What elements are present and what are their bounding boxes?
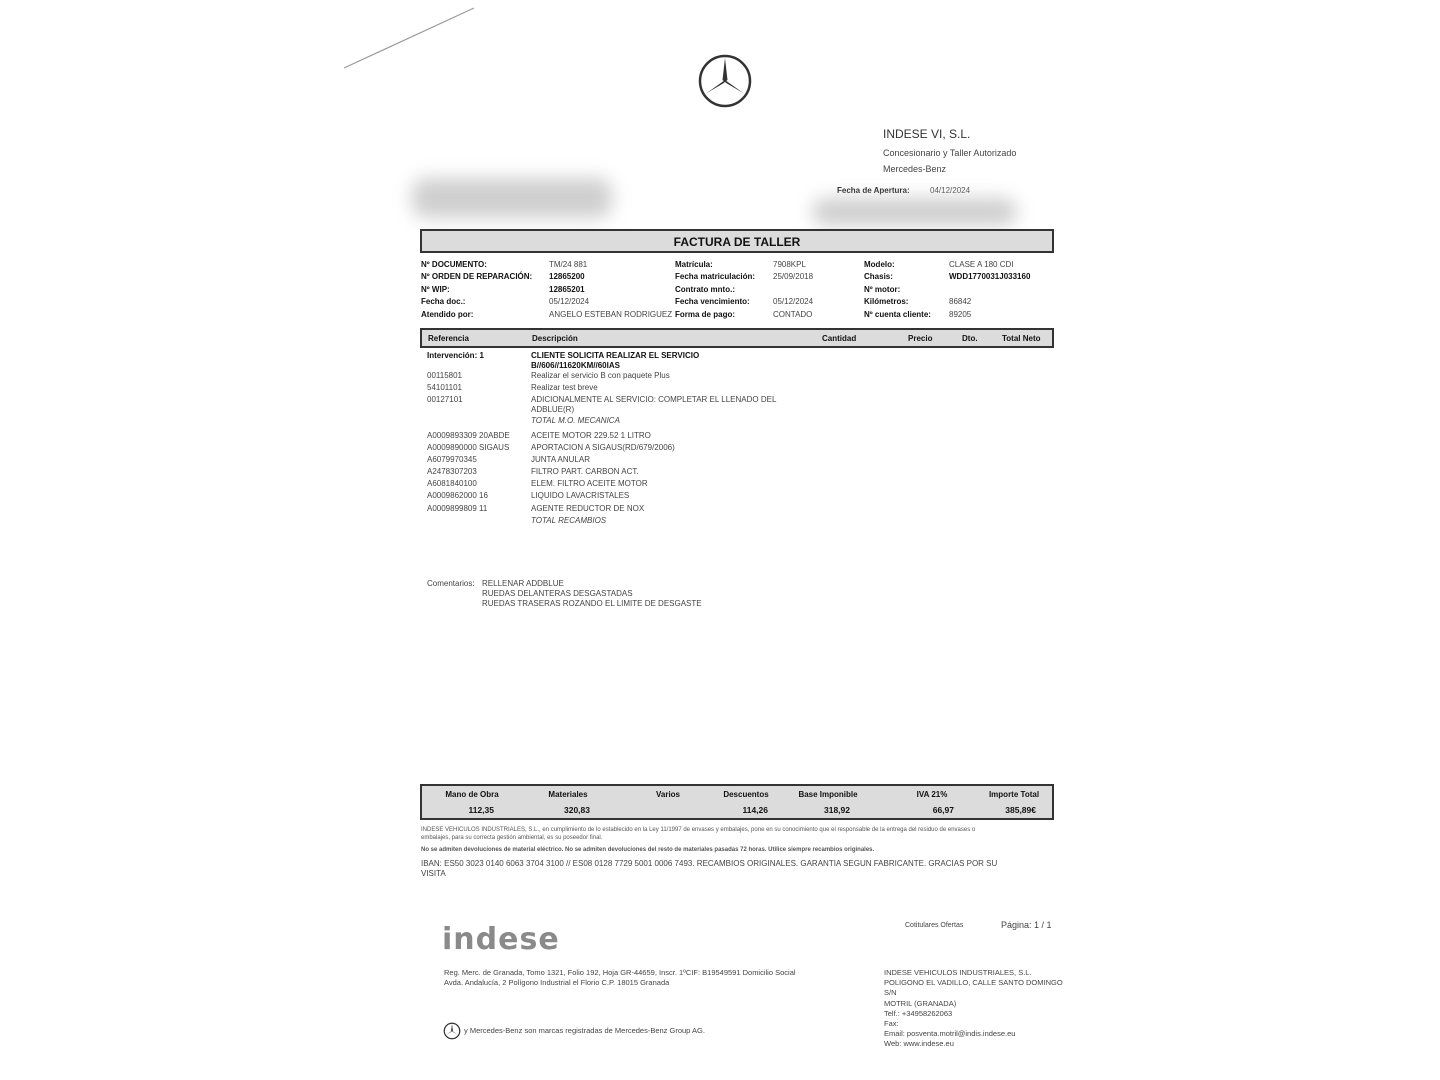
comment-line-1: RELLENAR ADDBLUE bbox=[482, 579, 564, 588]
redacted-customer-name bbox=[412, 178, 612, 218]
address-line: Fax: bbox=[884, 1019, 899, 1028]
intervention-desc-1: CLIENTE SOLICITA REALIZAR EL SERVICIO bbox=[531, 351, 700, 360]
meta1-label: Atendido por: bbox=[421, 309, 474, 319]
address-line: INDESE VEHICULOS INDUSTRIALES, S.L. bbox=[884, 968, 1032, 977]
meta2-label: Matrícula: bbox=[675, 260, 713, 269]
address-line: S/N bbox=[884, 988, 897, 998]
totals-header: Mano de Obra bbox=[445, 790, 499, 799]
iban-line-2: VISITA bbox=[421, 869, 446, 878]
mercedes-star-logo bbox=[696, 52, 754, 110]
totals-header: Descuentos bbox=[723, 790, 769, 799]
legal-paragraph-1: INDESE VEHICULOS INDUSTRIALES, S.L., en cumplimiento de lo establecido en la Ley 11/1997 de envases y embalajes, pone en su conocimiento que el responsable de la entrega del residuo de envases o bbox=[421, 827, 976, 833]
meta3-label: Chasis: bbox=[864, 272, 893, 282]
item-description: TOTAL M.O. MECANICA bbox=[531, 416, 620, 425]
iban-line: IBAN: ES50 3023 0140 6063 3704 3100 // ES08 0128 7729 5001 0006 7493. RECAMBIOS ORIGINALES. GARANTIA SEGUN FABRICANTE. GRACIAS POR SU bbox=[421, 859, 998, 868]
meta3-value: 89205 bbox=[949, 309, 972, 319]
mercedes-star-small-icon bbox=[443, 1022, 461, 1040]
totals-header: IVA 21% bbox=[916, 790, 948, 799]
meta2-value: 05/12/2024 bbox=[773, 297, 814, 307]
totals-bar bbox=[420, 784, 1054, 820]
item-description: ADBLUE(R) bbox=[531, 405, 575, 414]
comment-line-2: RUEDAS DELANTERAS DESGASTADAS bbox=[482, 589, 633, 598]
meta2-label: Forma de pago: bbox=[675, 309, 736, 319]
col-header-description: Descripción bbox=[532, 334, 578, 343]
registry-line-1: Reg. Merc. de Granada, Tomo 1321, Folio 192, Hoja GR-44659, Inscr. 1ºCIF: B19549591 Domicilio Social bbox=[444, 968, 796, 977]
page-number: Página: 1 / 1 bbox=[1001, 920, 1052, 930]
intervention-desc-2: B//606//11620KM//60IAS bbox=[531, 361, 620, 370]
items-table-header bbox=[420, 328, 1054, 348]
item-description: ELEM. FILTRO ACEITE MOTOR bbox=[531, 479, 648, 488]
address-line: Email: posventa.motril@indis.indese.eu bbox=[884, 1029, 1016, 1039]
address-line: Telf.: +34958262063 bbox=[884, 1008, 953, 1018]
totals-value: 114,26 bbox=[742, 805, 768, 815]
meta3-label: Modelo: bbox=[864, 260, 895, 269]
meta1-label: Fecha doc.: bbox=[421, 297, 466, 307]
meta3-value: CLASE A 180 CDI bbox=[949, 260, 1014, 269]
totals-header: Materiales bbox=[548, 790, 588, 799]
meta1-value: TM/24 881 bbox=[549, 260, 588, 269]
meta1-label: Nº ORDEN DE REPARACIÓN: bbox=[421, 272, 533, 282]
invoice-title-bar bbox=[420, 229, 1054, 253]
address-line: Web: www.indese.eu bbox=[884, 1039, 954, 1049]
trademark-note: y Mercedes-Benz son marcas registradas de Mercedes-Benz Group AG. bbox=[464, 1026, 705, 1035]
totals-header: Importe Total bbox=[988, 790, 1040, 799]
meta1-value: 12865201 bbox=[549, 284, 585, 294]
comment-line-3: RUEDAS TRASERAS ROZANDO EL LIMITE DE DESGASTE bbox=[482, 599, 702, 608]
item-description: Realizar el servicio B con paquete Plus bbox=[531, 371, 670, 380]
item-reference: A0009890000 SIGAUS bbox=[427, 443, 510, 452]
legal-paragraph-2: No se admiten devoluciones de material eléctrico. No se admiten devoluciones del resto de materiales pasadas 72 horas. Utilice siempre recambios originales. bbox=[421, 847, 875, 853]
intervention-label: Intervención: 1 bbox=[427, 351, 484, 360]
totals-value: 320,83 bbox=[564, 805, 590, 815]
col-header-reference: Referencia bbox=[428, 334, 469, 343]
meta2-label: Fecha vencimiento: bbox=[675, 297, 750, 307]
meta3-label: Kilómetros: bbox=[864, 297, 909, 307]
col-header-quantity: Cantidad bbox=[822, 334, 857, 343]
scan-artifact-line bbox=[340, 4, 480, 74]
item-description: TOTAL RECAMBIOS bbox=[531, 516, 607, 525]
opening-date-label: Fecha de Apertura: bbox=[837, 186, 910, 195]
address-line: POLIGONO EL VADILLO, CALLE SANTO DOMINGO bbox=[884, 978, 1063, 988]
item-description: Realizar test breve bbox=[531, 383, 598, 392]
item-reference: 00115801 bbox=[427, 371, 462, 380]
meta1-label: Nº DOCUMENTO: bbox=[421, 260, 487, 269]
item-reference: A2478307203 bbox=[427, 467, 477, 476]
item-reference: 00127101 bbox=[427, 395, 463, 404]
item-reference: A0009862000 16 bbox=[427, 491, 488, 500]
item-description: JUNTA ANULAR bbox=[531, 455, 590, 464]
item-reference: A0009893309 20ABDE bbox=[427, 431, 510, 440]
meta1-value: 12865200 bbox=[549, 272, 585, 282]
item-description: AGENTE REDUCTOR DE NOX bbox=[531, 504, 645, 513]
copy-label: Cotitulares Ofertas bbox=[905, 922, 964, 929]
item-description: APORTACION A SIGAUS(RD/679/2006) bbox=[531, 443, 675, 452]
totals-value: 318,92 bbox=[824, 805, 850, 815]
meta2-value: 25/09/2018 bbox=[773, 272, 814, 282]
meta1-value: ANGELO ESTEBAN RODRIGUEZ bbox=[549, 309, 673, 319]
item-description: ACEITE MOTOR 229.52 1 LITRO bbox=[531, 431, 651, 440]
item-reference: A0009899809 11 bbox=[427, 504, 488, 513]
company-name: INDESE VI, S.L. bbox=[883, 127, 971, 141]
item-description: ADICIONALMENTE AL SERVICIO: COMPLETAR EL LLENADO DEL bbox=[531, 395, 777, 404]
item-reference: A6079970345 bbox=[427, 455, 477, 464]
item-description: FILTRO PART. CARBON ACT. bbox=[531, 467, 639, 476]
col-header-price: Precio bbox=[908, 334, 933, 343]
redacted-customer-address bbox=[812, 198, 1017, 226]
totals-value: 385,89€ bbox=[1005, 805, 1036, 815]
meta3-value: WDD1770031J033160 bbox=[949, 272, 1031, 282]
address-line: MOTRIL (GRANADA) bbox=[884, 998, 957, 1008]
col-header-total: Total Neto bbox=[1002, 334, 1041, 343]
totals-value: 66,97 bbox=[932, 805, 954, 815]
opening-date-value: 04/12/2024 bbox=[930, 186, 971, 195]
meta2-label: Contrato mnto.: bbox=[675, 284, 735, 294]
company-line-2: Mercedes-Benz bbox=[883, 164, 947, 174]
item-reference: A6081840100 bbox=[427, 479, 477, 488]
totals-header: Varios bbox=[655, 790, 681, 799]
item-reference: 54101101 bbox=[427, 383, 462, 392]
meta3-value: 86842 bbox=[949, 297, 972, 307]
totals-value: 112,35 bbox=[468, 805, 494, 815]
legal-paragraph-1b: embalajes, para su correcta gestión ambiental, es su poseedor final. bbox=[421, 835, 603, 841]
comments-label: Comentarios: bbox=[427, 579, 475, 588]
col-header-discount: Dto. bbox=[962, 334, 978, 343]
indese-logo: indese bbox=[442, 922, 560, 957]
company-line-1: Concesionario y Taller Autorizado bbox=[883, 148, 1017, 158]
meta3-label: Nº motor: bbox=[864, 284, 901, 294]
meta2-label: Fecha matriculación: bbox=[675, 272, 756, 282]
totals-header: Base Imponible bbox=[798, 790, 858, 799]
meta2-value: 7908KPL bbox=[773, 260, 806, 269]
meta1-label: Nº WIP: bbox=[421, 284, 450, 294]
item-description: LIQUIDO LAVACRISTALES bbox=[531, 491, 630, 500]
meta-block bbox=[421, 260, 1061, 322]
meta1-value: 05/12/2024 bbox=[549, 297, 590, 307]
invoice-title: FACTURA DE TALLER bbox=[673, 235, 801, 249]
meta2-value: CONTADO bbox=[773, 309, 813, 319]
meta3-label: Nº cuenta cliente: bbox=[864, 309, 931, 319]
registry-line-2: Avda. Andalucía, 2 Polígono Industrial el Florio C.P. 18015 Granada bbox=[444, 978, 670, 987]
